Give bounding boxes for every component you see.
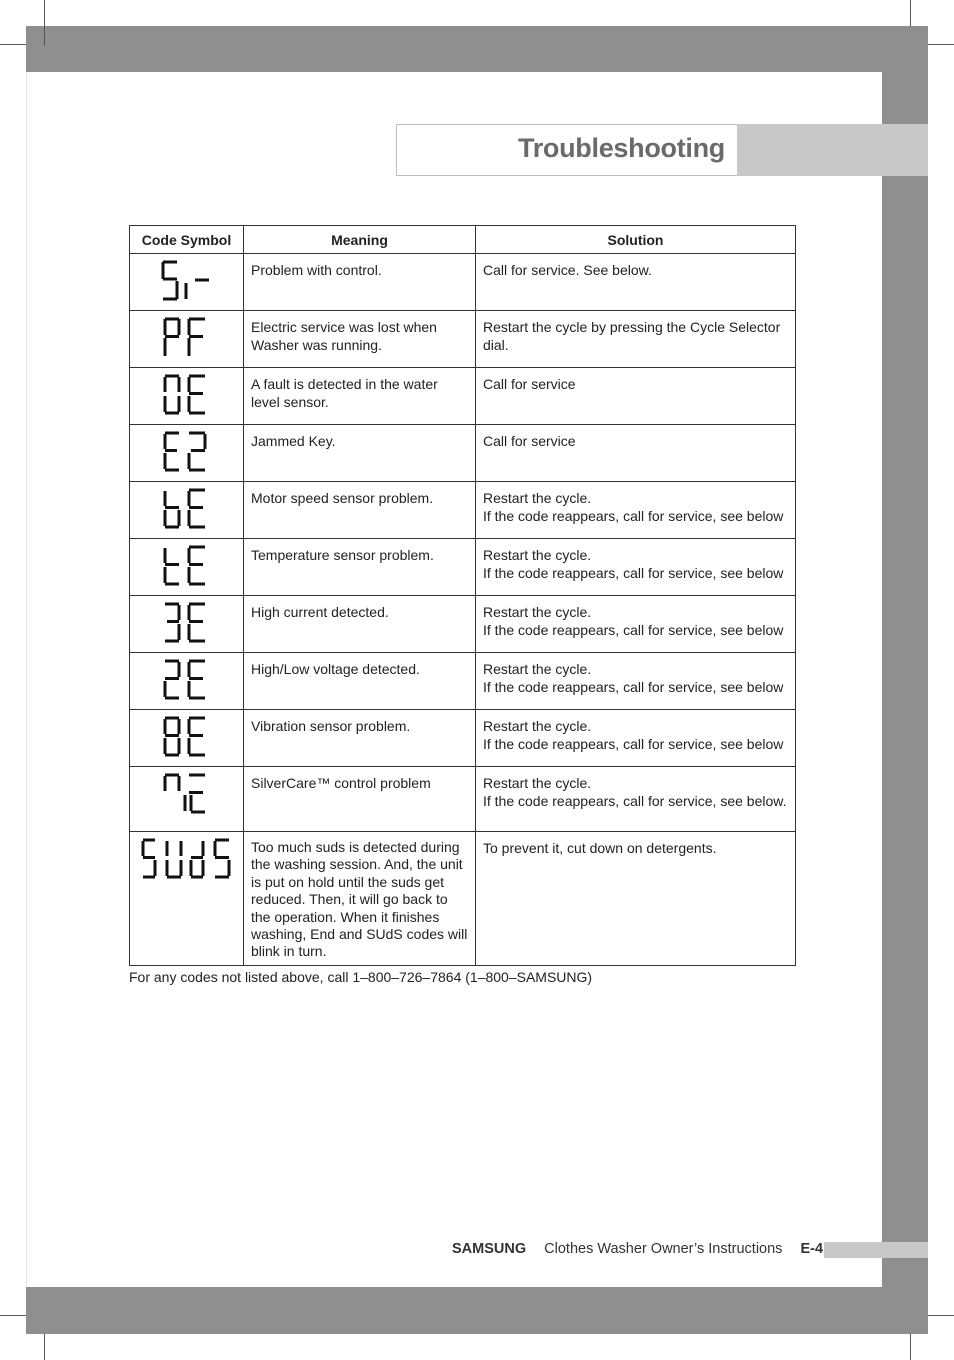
table-row: [130, 368, 796, 425]
table-row: [130, 832, 796, 966]
solution-line: Call for service. See below.: [483, 262, 652, 278]
solution-cell: [476, 767, 796, 832]
footer-document-title: Clothes Washer Owner’s Instructions: [544, 1241, 783, 1257]
meaning-cell: High current detected.: [244, 596, 476, 653]
meaning-cell: High/Low voltage detected.: [244, 653, 476, 710]
solution-line: Restart the cycle.: [483, 775, 592, 791]
crop-mark: [44, 1334, 45, 1360]
solution-cell: [476, 596, 796, 653]
table-row: [130, 311, 796, 368]
code-symbol-cell: [130, 767, 244, 832]
code-symbol-cell: [130, 596, 244, 653]
table-header-row: [130, 226, 796, 254]
solution-line: To prevent it, cut down on detergents.: [483, 840, 717, 856]
title-accent-bar: [737, 124, 928, 176]
crop-mark: [0, 1315, 26, 1316]
solution-line: If the code reappears, call for service, see below: [483, 622, 784, 638]
code-symbol-cell: [130, 425, 244, 482]
solution-line: Restart the cycle.: [483, 490, 592, 506]
page-number: E-4: [800, 1241, 824, 1257]
code-symbol-cell: [130, 311, 244, 368]
crop-mark: [44, 0, 45, 46]
header-meaning: Meaning: [244, 226, 476, 254]
page-frame-right: [882, 26, 928, 1334]
table-row: [130, 425, 796, 482]
solution-line: If the code reappears, call for service, see below: [483, 679, 784, 695]
solution-line: Restart the cycle.: [483, 604, 592, 620]
crop-mark: [928, 1315, 954, 1316]
footer-accent-bar: [824, 1242, 928, 1258]
table-row: [130, 767, 796, 832]
page-footer: [452, 1241, 823, 1257]
solution-line: Restart the cycle by pressing the Cycle Selector dial.: [483, 319, 781, 353]
page-frame-top: [26, 26, 928, 72]
header-solution: Solution: [476, 226, 796, 254]
solution-cell: [476, 482, 796, 539]
meaning-cell: Too much suds is detected during the washing session. And, the unit is put on hold until the suds get reduced. Then, it will go back to the operation. When it finishes washing, End and SUdS codes will blink in turn.: [244, 832, 476, 966]
table-row: [130, 482, 796, 539]
solution-cell: [476, 425, 796, 482]
code-symbol-cell: [130, 254, 244, 311]
code-symbol-cell: [130, 539, 244, 596]
solution-line: If the code reappears, call for service, see below: [483, 508, 784, 524]
code-symbol-cell: [130, 653, 244, 710]
solution-line: If the code reappears, call for service, see below: [483, 736, 784, 752]
solution-line: If the code reappears, call for service, see below: [483, 565, 784, 581]
solution-line: Call for service: [483, 433, 576, 449]
solution-cell: [476, 710, 796, 767]
meaning-cell: Jammed Key.: [244, 425, 476, 482]
code-symbol-cell: [130, 482, 244, 539]
crop-mark: [910, 0, 911, 26]
table-row: [130, 710, 796, 767]
solution-line: Restart the cycle.: [483, 547, 592, 563]
meaning-cell: SilverCare™ control problem: [244, 767, 476, 832]
seven-segment-code-icon: [157, 600, 217, 646]
code-symbol-cell: [130, 832, 244, 966]
seven-segment-code-icon: [157, 714, 217, 760]
seven-segment-code-icon: [157, 429, 217, 475]
solution-line: Restart the cycle.: [483, 718, 592, 734]
seven-segment-code-icon: [157, 258, 217, 304]
code-symbol-cell: [130, 368, 244, 425]
crop-mark: [0, 44, 26, 45]
table-row: [130, 539, 796, 596]
page-frame-bottom: [26, 1287, 928, 1334]
meaning-cell: Vibration sensor problem.: [244, 710, 476, 767]
crop-mark: [910, 1334, 911, 1360]
table-row: [130, 653, 796, 710]
solution-cell: [476, 311, 796, 368]
seven-segment-code-icon: [157, 486, 217, 532]
seven-segment-code-icon: [157, 657, 217, 703]
error-code-table: [129, 225, 796, 966]
solution-line: If the code reappears, call for service, see below.: [483, 793, 787, 809]
solution-cell: [476, 653, 796, 710]
header-code-symbol: Code Symbol: [130, 226, 244, 254]
seven-segment-code-icon: [139, 836, 235, 882]
solution-line: Call for service: [483, 376, 576, 392]
meaning-cell: A fault is detected in the water level sensor.: [244, 368, 476, 425]
solution-cell: [476, 539, 796, 596]
crop-mark: [928, 44, 954, 45]
meaning-cell: Problem with control.: [244, 254, 476, 311]
seven-segment-code-icon: [157, 543, 217, 589]
meaning-cell: Motor speed sensor problem.: [244, 482, 476, 539]
page-title: Troubleshooting: [518, 133, 725, 163]
meaning-cell: Electric service was lost when Washer was running.: [244, 311, 476, 368]
solution-cell: [476, 368, 796, 425]
table-footnote: For any codes not listed above, call 1–800–726–7864 (1–800–SAMSUNG): [129, 969, 593, 985]
seven-segment-code-icon: [157, 315, 217, 361]
meaning-cell: Temperature sensor problem.: [244, 539, 476, 596]
solution-cell: [476, 254, 796, 311]
table-row: [130, 596, 796, 653]
title-box: [396, 124, 737, 176]
solution-line: Restart the cycle.: [483, 661, 592, 677]
table-row: [130, 254, 796, 311]
seven-segment-code-icon: [157, 771, 217, 817]
page-frame-left-line: [26, 72, 27, 1287]
seven-segment-code-icon: [157, 372, 217, 418]
code-symbol-cell: [130, 710, 244, 767]
solution-cell: [476, 832, 796, 966]
footer-brand: SAMSUNG: [452, 1241, 527, 1257]
